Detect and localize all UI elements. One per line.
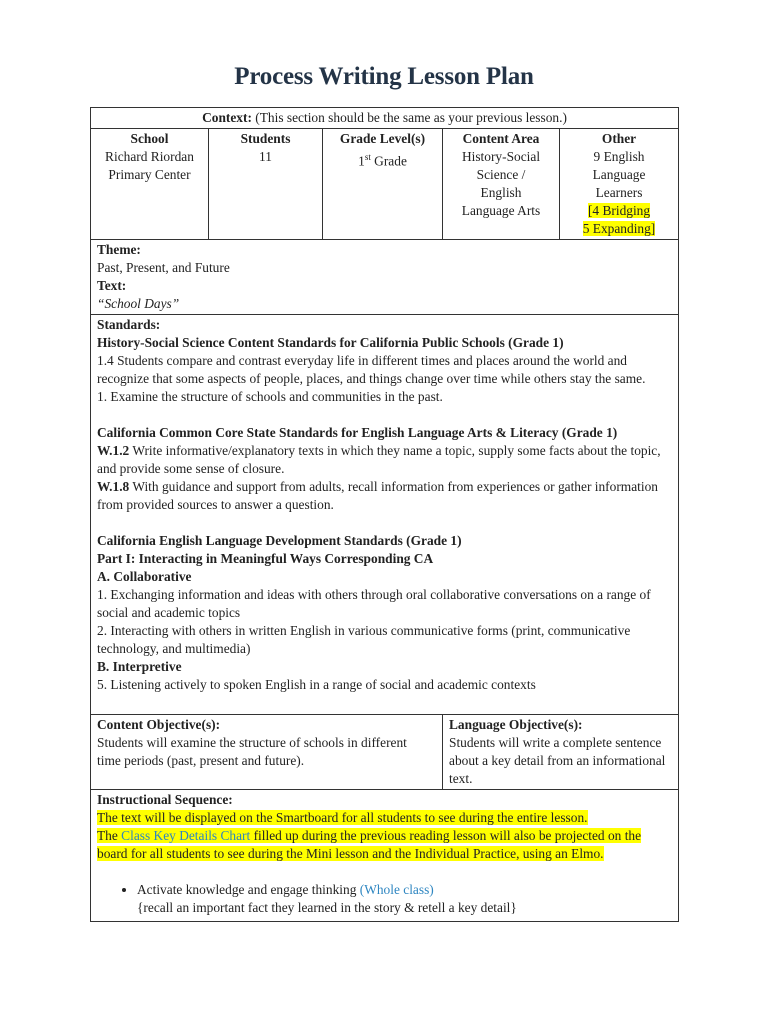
school-header: School (130, 131, 169, 146)
w12-text: Write informative/explanatory texts in which they name a topic, supply some facts about the topic, and provide some sense of closure. (97, 443, 661, 476)
ccss-w18 (97, 478, 672, 514)
bullet-subtext: {recall an important fact they learned in the story & retell a key detail} (137, 900, 517, 915)
language-objective-label: Language Objective(s): (449, 717, 583, 732)
content-area-line: English (480, 185, 522, 200)
grade-header: Grade Level(s) (339, 131, 426, 146)
other-line: Language (592, 167, 646, 182)
students-header: Students (240, 131, 291, 146)
instructional-line-2-post: filled up during the previous reading lesson will also be projected on the board for all students to see during the Mini lesson and the Individual Practice, using an Elmo. (97, 828, 642, 861)
theme-value: Past, Present, and Future (97, 260, 230, 275)
language-objective-cell (443, 715, 679, 790)
hss-heading: History-Social Science Content Standards for California Public Schools (Grade 1) (97, 335, 564, 350)
grade-number: 1 (358, 153, 365, 169)
text-label: Text: (97, 278, 127, 293)
collaborative-heading: A. Collaborative (97, 569, 192, 584)
collaborative-item-1: 1. Exchanging information and ideas with others through oral collaborative conversations on a range of social and academic topics (97, 587, 651, 620)
collaborative-item-2: 2. Interacting with others in written English in various communicative forms (print, communicative technology, and multimedia) (97, 623, 631, 656)
grade-suffix: Grade (370, 153, 407, 169)
w18-text: With guidance and support from adults, recall information from experiences or gather information from provided sources to answer a question. (97, 479, 658, 512)
context-label: Context: (202, 110, 252, 125)
lesson-plan-table (90, 107, 679, 922)
content-area-line: Science / (476, 167, 526, 182)
other-highlight: [4 Bridging (587, 203, 651, 218)
objectives-row (91, 715, 679, 790)
other-cell (560, 129, 679, 240)
school-line: Richard Riordan (105, 149, 194, 164)
bullet-text: Activate knowledge and engage thinking (137, 882, 360, 897)
context-row (91, 108, 679, 129)
students-count: 11 (259, 149, 272, 164)
ccss-w12 (97, 442, 672, 478)
grade-value (329, 148, 436, 170)
other-highlight: 5 Expanding] (582, 221, 656, 236)
language-objective-text: Students will write a complete sentence about a key detail from an informational text. (449, 735, 666, 786)
standards-label: Standards: (97, 317, 161, 332)
content-area-line: History-Social (461, 149, 541, 164)
theme-label: Theme: (97, 242, 141, 257)
grade-cell (323, 129, 443, 240)
ccss-heading: California Common Core State Standards for English Language Arts & Literacy (Grade 1) (97, 425, 618, 440)
text-value: “School Days” (97, 296, 180, 311)
class-key-details-chart: Class Key Details Chart (121, 828, 251, 843)
content-objective-text: Students will examine the structure of schools in different time periods (past, present and future). (97, 735, 407, 768)
content-objective-cell (91, 715, 443, 790)
instructional-line-1: The text will be displayed on the Smartboard for all students to see during the entire lesson. (97, 810, 588, 825)
sequence-list (97, 881, 672, 917)
content-objective-label: Content Objective(s): (97, 717, 221, 732)
hss-standard-1-4: 1.4 Students compare and contrast everyday life in different times and places around the world and recognize that some aspects of people, places, and things change over time while others stay the same. (97, 353, 646, 386)
info-row (91, 129, 679, 240)
hss-standard-1: 1. Examine the structure of schools and communities in the past. (97, 389, 443, 404)
context-note: (This section should be the same as your previous lesson.) (251, 110, 567, 125)
part1-heading: Part I: Interacting in Meaningful Ways Corresponding CA (97, 551, 434, 566)
other-header: Other (601, 131, 637, 146)
content-area-header: Content Area (462, 131, 540, 146)
content-area-cell (443, 129, 560, 240)
instructional-label: Instructional Sequence: (97, 792, 233, 807)
school-line: Primary Center (108, 167, 191, 182)
grade-ordinal: st (364, 152, 371, 162)
content-area-line: Language Arts (461, 203, 541, 218)
w18-code: W.1.8 (97, 479, 130, 494)
school-cell (91, 129, 209, 240)
instructional-row (91, 790, 679, 922)
theme-row (91, 240, 679, 315)
other-line: 9 English (593, 149, 645, 164)
bullet-grouping: (Whole class) (359, 882, 434, 897)
students-cell (209, 129, 323, 240)
standards-row (91, 315, 679, 715)
interpretive-item-5: 5. Listening actively to spoken English in a range of social and academic contexts (97, 677, 536, 692)
page-title: Process Writing Lesson Plan (234, 63, 534, 90)
eld-heading: California English Language Development Standards (Grade 1) (97, 533, 462, 548)
instructional-line-2-pre: The (97, 828, 122, 843)
other-line: Learners (595, 185, 643, 200)
w12-code: W.1.2 (97, 443, 130, 458)
interpretive-heading: B. Interpretive (97, 659, 182, 674)
list-item (137, 881, 672, 917)
